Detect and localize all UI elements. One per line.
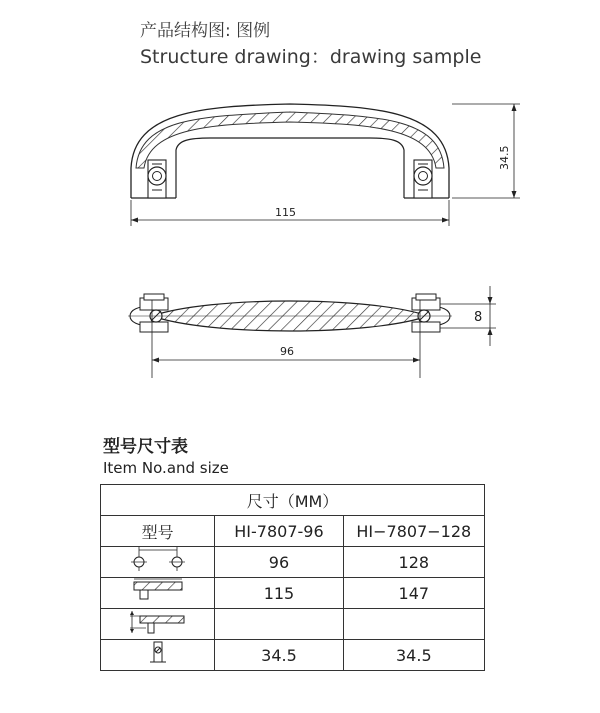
front-view [131,104,520,226]
thickness-value-b [343,609,484,640]
height-value-b: 34.5 [343,640,484,671]
overall-length-value-a: 115 [215,578,343,609]
height-icon [128,640,188,666]
top-thickness-dimension: 8 [474,310,483,325]
hole-spacing-icon [128,547,188,573]
table-row [101,640,485,671]
thickness-value-a [215,609,343,640]
hole-spacing-value-a: 96 [215,547,343,578]
thickness-icon [128,609,188,635]
overall-length-icon [128,578,188,604]
unit-header: 尺寸（MM） [101,485,485,516]
front-height-dimension: 34.5 [498,145,511,170]
left-screw-boss [148,160,166,198]
size-table-title-english: Item No.and size [103,459,229,477]
top-spacing-dimension: 96 [280,345,294,358]
height-value-a: 34.5 [215,640,343,671]
right-screw-boss [414,160,432,198]
table-row [101,578,485,609]
model-size-table [100,484,485,671]
handle-inner-contour [176,138,404,198]
handle-arch-hatch [136,112,444,168]
front-width-dimension: 115 [275,206,296,219]
table-row [101,609,485,640]
model-name-b: HI−7807−128 [343,516,484,547]
model-label: 型号 [101,516,215,547]
drawing-title-english: Structure drawing：drawing sample [140,46,482,68]
size-table-title-chinese: 型号尺寸表 [103,437,188,457]
top-view [128,286,496,378]
hole-spacing-value-b: 128 [343,547,484,578]
table-row [101,547,485,578]
model-name-a: HI-7807-96 [215,516,343,547]
drawing-title-chinese: 产品结构图: 图例 [140,21,271,41]
overall-length-value-b: 147 [343,578,484,609]
